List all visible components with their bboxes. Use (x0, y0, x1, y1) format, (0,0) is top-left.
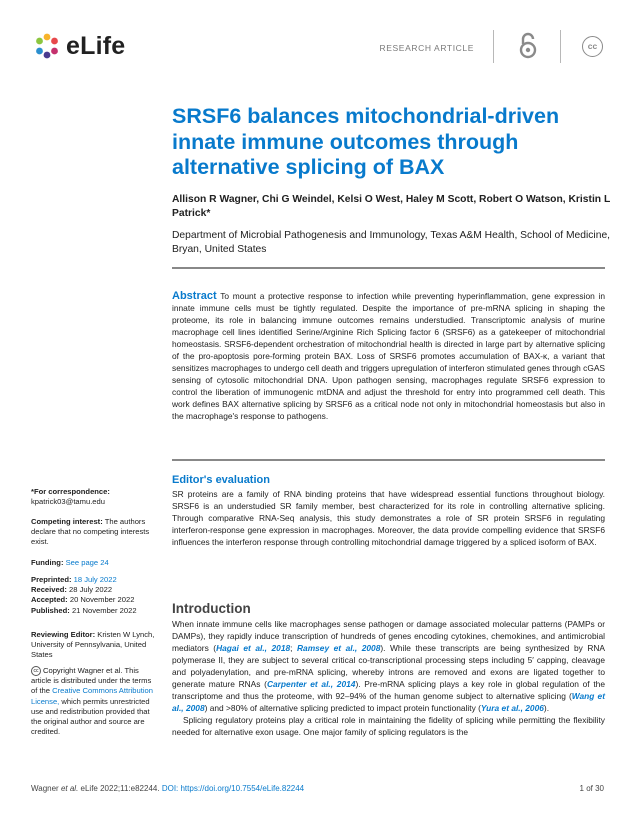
citation-link[interactable]: Yura et al., 2006 (480, 703, 544, 714)
funding (31, 558, 157, 568)
elife-logo-icon (33, 32, 61, 60)
article-type-label: RESEARCH ARTICLE (379, 43, 474, 53)
abstract (172, 290, 605, 423)
intro-text: ; (290, 643, 297, 654)
received-date: 28 July 2022 (69, 585, 113, 595)
correspondence (31, 487, 157, 507)
preprinted-link[interactable]: 18 July 2022 (73, 575, 117, 584)
open-access-icon[interactable] (513, 31, 543, 61)
copyright-text: Copyright Wagner et al. This article is distributed under the terms of the (31, 666, 152, 696)
received-label: Received: (31, 585, 67, 595)
elife-logo[interactable] (33, 31, 143, 61)
page-number: 1 of 30 (579, 784, 604, 793)
intro-text: ). (543, 703, 550, 714)
published-label: Published: (31, 605, 70, 615)
preprinted-label: Preprinted: (31, 575, 72, 584)
doi-link[interactable]: DOI: https://doi.org/10.7554/eLife.82244 (161, 784, 305, 793)
citation-etal: et al. (60, 784, 79, 793)
footer-citation (31, 784, 304, 793)
published-date: 21 November 2022 (71, 605, 137, 615)
introduction-heading: Introduction (172, 601, 251, 616)
dates (31, 575, 157, 616)
copyright (31, 666, 157, 737)
citation-link[interactable]: Hagai et al., 2018 (216, 643, 291, 654)
reviewing-text: Kristen W Lynch, University of Pennsylvania, United States (31, 630, 155, 660)
title-rule (172, 267, 605, 269)
accepted-label: Accepted: (31, 595, 68, 605)
competing-text: The authors declare that no competing interests exist. (31, 517, 150, 547)
copyright-cc-icon: cc (31, 666, 41, 676)
introduction-body (172, 618, 605, 738)
intro-text: ) and >80% of alternative splicing predicted to impact protein functionality ( (204, 703, 481, 714)
correspondence-email[interactable]: kpatrick03@tamu.edu (31, 497, 105, 507)
correspondence-label: *For correspondence: (31, 487, 110, 496)
abstract-rule (172, 459, 605, 461)
introduction-paragraph (172, 618, 605, 714)
intro-text: ). While these transcripts are being synthesized by RNA polymerase II, they are subject to several critical co-transcriptional processing steps including 5′ capping, cleavage and polyadenylation, and pre-mRNA splicing, whereby introns are removed and exons are ligated together to generate mature RNAs ( (172, 643, 605, 690)
citation-link[interactable]: Carpenter et al., 2014 (266, 679, 356, 690)
citation-link[interactable]: Ramsey et al., 2008 (296, 643, 381, 654)
license-link[interactable]: Creative Commons Attribution License, (31, 686, 153, 706)
citation-authors: Wagner (31, 784, 59, 793)
citation-journal: eLife 2022;11:e82244. (80, 784, 160, 793)
license-text: which permits unrestricted use and redistribution provided that the original author and source are credited. (31, 696, 150, 737)
header-divider (560, 30, 561, 63)
header-divider (493, 30, 494, 63)
abstract-heading: Abstract (172, 290, 217, 302)
funding-label: Funding: (31, 558, 64, 567)
abstract-text: To mount a protective response to infection while preventing hyperinflammation, gene expression in innate immune cells must be tightly regulated. Despite the importance of pre-mRNA splicing in shaping the proteome, its role in balancing immune outcomes remains understudied. Transcriptomic analysis of murine macrophage cell lines identified Serine/Arginine Rich Splicing factor 6 (SRSF6) as a gatekeeper of mitochondrial homeostasis. SRSF6-dependent orchestration of mitochondrial health is directed in large part by alternative splicing of the pro-apoptosis pore-forming protein BAX. Loss of SRSF6 promotes accumulation of BAX-κ, a variant that sensitizes macrophages to undergo cell death and triggers upregulation of interferon stimulated genes through cGAS sensing of cytosolic mitochondrial DNA. Upon pathogen sensing, macrophages regulate SRSF6 expression to control the liberation of immunogenic mtDNA and adjust the threshold for entry into programmed cell death. This work defines BAX alternative splicing by SRSF6 as a critical node not only in mitochondrial homeostasis but also in the macrophage's response to pathogens. (172, 291, 605, 422)
reviewing-label: Reviewing Editor: (31, 630, 96, 639)
funding-link[interactable]: See page 24 (65, 558, 109, 567)
citation-link[interactable]: Wang et al., 2008 (172, 691, 605, 714)
affiliation: Department of Microbial Pathogenesis and Immunology, Texas A&M Health, School of Medicine, Bryan, United States (172, 230, 611, 255)
reviewing-editor (31, 630, 157, 661)
author-list[interactable]: Allison R Wagner, Chi G Weindel, Kelsi O West, Haley M Scott, Robert O Watson, Kristin L Patrick* (172, 194, 611, 219)
article-title: SRSF6 balances mitochondrial-driven innate immune outcomes through alternative splicing of BAX (172, 104, 560, 179)
competing-interest (31, 517, 157, 548)
logo-wordmark: eLife (66, 31, 126, 60)
intro-text: ). Pre-mRNA splicing plays a key role in global regulation of the transcriptome and thus the proteome, with 92–94% of the human genome subject to alternative splicing ( (172, 679, 605, 702)
editors-evaluation-text: SR proteins are a family of RNA binding proteins that have widespread essential functions throughout biology. SRSF6 is an understudied SR family member, best characterized for its role in controlling alternative splicing. Through comparative RNA-Seq analysis, this study demonstrates a role of SR protein SRSF6 in regulating interferon-response gene expression in macrophages. Moreover, the data provide compelling evidence that SRSF6 influences the interferon response through controlling mitochondrial damage triggered by a spliced isoform of BAX. (172, 489, 605, 548)
creative-commons-icon[interactable]: cc (582, 36, 603, 57)
introduction-paragraph: Splicing regulatory proteins play a critical role in maintaining the fidelity of splicing while permitting the flexibility needed for alternative exon usage. One major family of splicing regulators is the (172, 715, 605, 738)
editors-evaluation-heading: Editor's evaluation (172, 474, 270, 486)
intro-text: When innate immune cells like macrophages sense pathogen or damage associated molecular patterns (PAMPs or DAMPs), they rapidly induce transcription of hundreds of genes encoding cytokines, chemokines, and antimicrobial mediators ( (172, 619, 605, 654)
competing-label: Competing interest: (31, 517, 103, 526)
accepted-date: 20 November 2022 (69, 595, 135, 605)
